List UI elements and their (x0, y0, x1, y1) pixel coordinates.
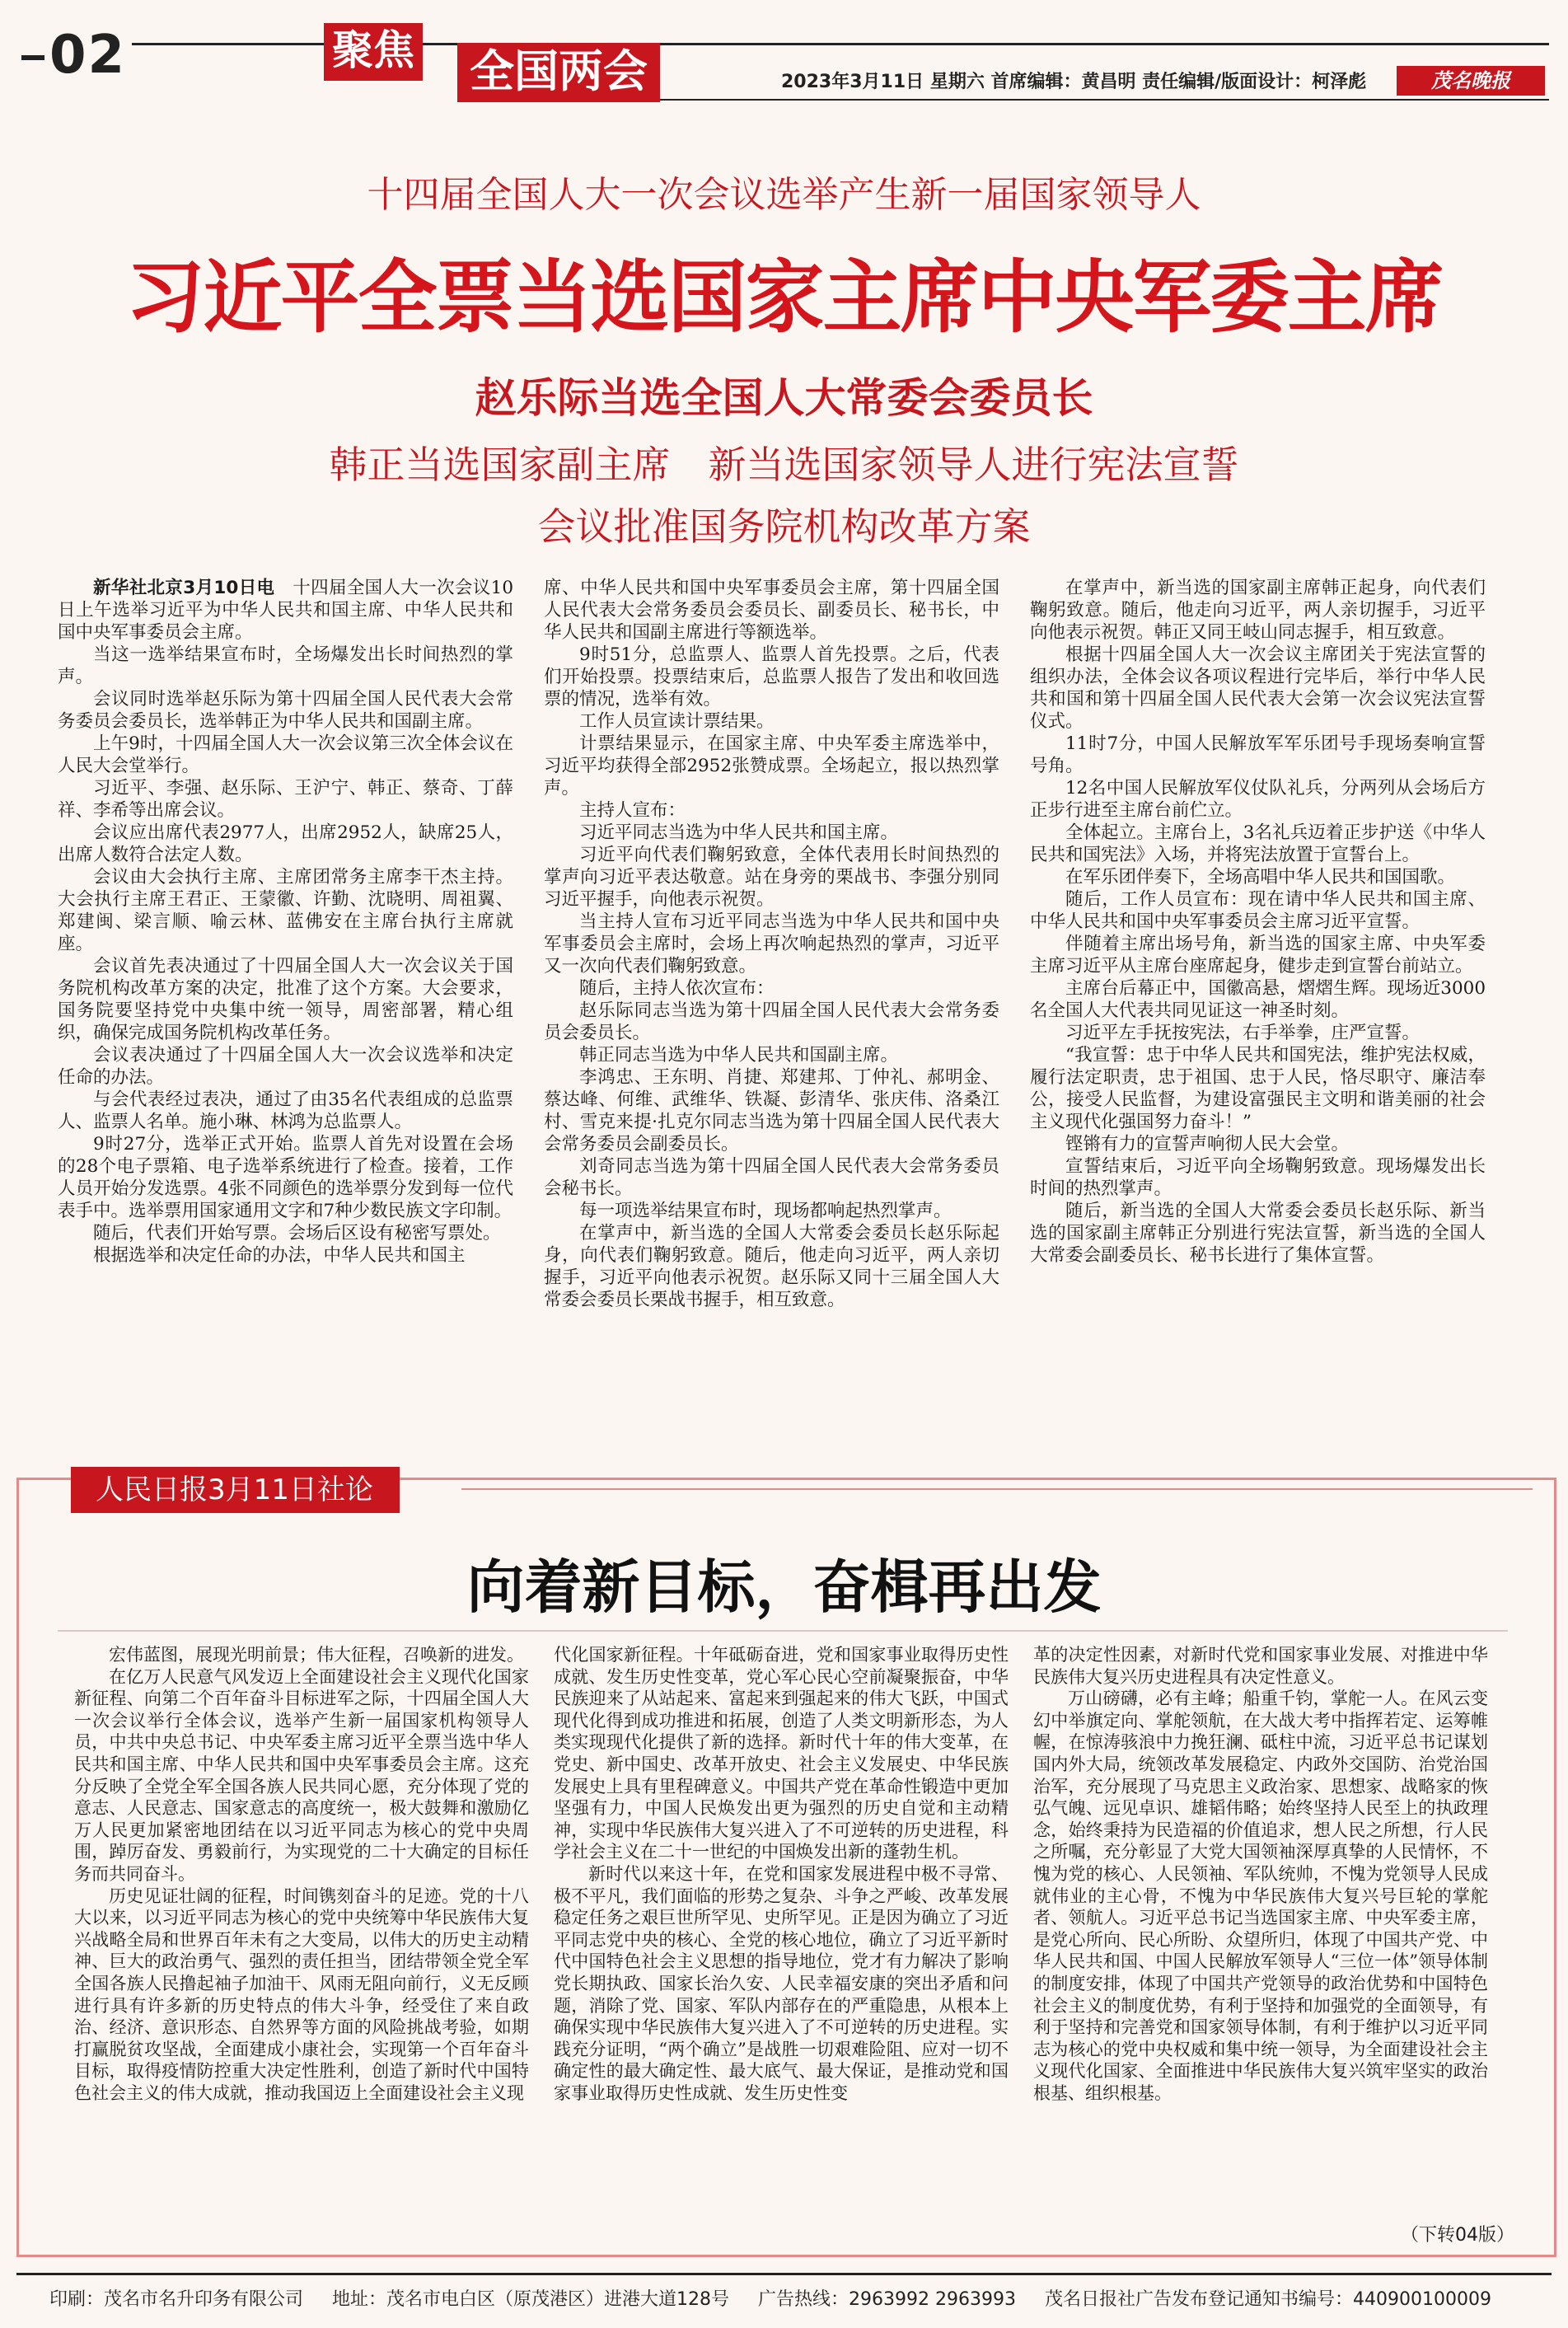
news-paragraph: 随后，主持人依次宣布： (579, 978, 775, 999)
news-paragraph: 11时7分，中国人民解放军军乐团号手现场奏响宣誓号角。 (1030, 733, 1486, 776)
news-paragraph: 12名中国人民解放军仪仗队礼兵，分两列从会场后方正步行进至主席台前伫立。 (1030, 778, 1486, 821)
news-paragraph: 每一项选举结果宣布时，现场都响起热烈掌声。 (579, 1201, 952, 1221)
news-paragraph: 会议同时选举赵乐际为第十四届全国人民代表大会常务委员会委员长，选举韩正为中华人民共和国副主席。 (58, 689, 513, 732)
headline-intro: 十四届全国人大一次会议选举产生新一届国家领导人 (367, 174, 1201, 216)
page-number (21, 25, 126, 86)
section-label: 全国两会 (457, 43, 660, 102)
news-paragraph: 伴随着主席出场号角，新当选的国家主席、中央军委主席习近平从主席台座席起身，健步走到宣誓台前站立。 (1030, 934, 1486, 977)
news-paragraph: 当主持人宣布习近平同志当选为中华人民共和国中央军事委员会主席时，会场上再次响起热烈的掌声，习近平又一次向代表们鞠躬致意。 (544, 911, 999, 977)
news-paragraph: 会议首先表决通过了十四届全国人大一次会议关于国务院机构改革方案的决定，批准了这个方案。大会要求，国务院要坚持党中央集中统一领导，周密部署，精心组织，确保完成国务院机构改革任务。 (58, 956, 513, 1043)
editorial-paragraph: 代化国家新征程。十年砥砺奋进，党和国家事业取得历史性成就、发生历史性变革，党心军心民心空前凝聚振奋，中华民族迎来了从站起来、富起来到强起来的伟大飞跃，中国式现代化得到成功推进和拓展，创造了人类文明新形态，为人类实现现代化提供了新的选择。新时代十年的伟大变革，在党史、新中国史、改革开放史、社会主义发展史、中华民族发展史上具有里程碑意义。中国共产党在革命性锻造中更加坚强有力，中国人民焕发出更为强烈的历史自觉和主动精神，实现中华民族伟大复兴进入了不可逆转的历史进程，科学社会主义在二十一世纪的中国焕发出新的蓬勃生机。 (554, 1645, 1009, 1862)
page-number-dash (21, 55, 44, 60)
editorial-paragraph: 在亿万人民意气风发迈上全面建设社会主义现代化国家新征程、向第二个百年奋斗目标进军之际，十四届全国人大一次会议举行全体会议，选举产生新一届国家机构领导人员，中共中央总书记、中央军委主席习近平全票当选中华人民共和国主席、中华人民共和国中央军事委员会主席。这充分反映了全党全军全国各族人民共同心愿，充分体现了党的意志、人民意志、国家意志的高度统一，极大鼓舞和激励亿万人民更加紧密地团结在以习近平同志为核心的党中央周围，踔厉奋发、勇毅前行，为实现党的二十大确定的目标任务而共同奋斗。 (74, 1666, 529, 1884)
news-paragraph: 根据十四届全国人大一次会议主席团关于宪法宣誓的组织办法，全体会议各项议程进行完毕后，举行中华人民共和国和第十四届全国人民代表大会第一次会议宪法宣誓仪式。 (1030, 644, 1486, 732)
news-column-3 (1030, 577, 1486, 1450)
editorial-body (74, 1644, 1508, 2237)
headline-sub-1: 赵乐际当选全国人大常委会委员长 (475, 374, 1093, 422)
news-paragraph: 在掌声中，新当选的全国人大常委会委员长赵乐际起身，向代表们鞠躬致意。随后，他走向习近平，两人亲切握手，习近平向他表示祝贺。赵乐际又同十三届全国人大常委会委员长栗战书握手，相互致意。 (544, 1223, 999, 1310)
editorial-paragraph: 革的决定性因素，对新时代党和国家事业发展、对推进中华民族伟大复兴历史进程具有决定性意义。 (1033, 1645, 1488, 1687)
news-paragraph: 随后，代表们开始写票。会场后区设有秘密写票处。 (93, 1223, 501, 1244)
news-paragraph: 上午9时，十四届全国人大一次会议第三次全体会议在人民大会堂举行。 (58, 733, 513, 776)
editorial-column-1 (74, 1644, 529, 2237)
kicker-label: 聚焦 (324, 23, 423, 81)
continued-notice: （下转04版） (1401, 2225, 1514, 2246)
editorial-column-2 (554, 1644, 1009, 2237)
news-column-2 (544, 577, 999, 1450)
editorial-paragraph: 万山磅礴，必有主峰；船重千钧，掌舵一人。在风云变幻中举旗定向、掌舵领航，在大战大考中指挥若定、运筹帷幄，在惊涛骇浪中力挽狂澜、砥柱中流，习近平总书记谋划国内外大局，统领改革发展稳定、内政外交国防、治党治国治军，充分展现了马克思主义政治家、思想家、战略家的恢弘气魄、远见卓识、雄韬伟略；始终坚持人民至上的执政理念，始终秉持为民造福的价值追求，想人民之所想，行人民之所嘱，充分彰显了大党大国领袖深厚真挚的人民情怀，不愧为党的核心、人民领袖、军队统帅，不愧为党领导人民成就伟业的主心骨，不愧为中华民族伟大复兴号巨轮的掌舵者、领航人。习近平总书记当选国家主席、中央军委主席，是党心所向、民心所盼、众望所归，体现了中国共产党、中华人民共和国、中国人民解放军领导人“三位一体”领导体制的制度安排，体现了中国共产党领导的政治优势和中国特色社会主义的制度优势，有利于坚持和加强党的全面领导，有利于坚持和完善党和国家领导体制，有利于维护以习近平同志为核心的党中央权威和集中统一领导，为全面建设社会主义现代化国家、全面推进中华民族伟大复兴筑牢坚实的政治根基、组织根基。 (1033, 1689, 1488, 2103)
news-paragraph: 在掌声中，新当选的国家副主席韩正起身，向代表们鞠躬致意。随后，他走向习近平，两人亲切握手，习近平向他表示祝贺。韩正又同王岐山同志握手，相互致意。 (1030, 578, 1486, 643)
news-column-1 (58, 577, 513, 1450)
footer-registration: 茂名日报社广告发布登记通知书编号：440900100009 (1044, 2289, 1491, 2310)
news-paragraph: 习近平同志当选为中华人民共和国主席。 (579, 822, 899, 843)
editorial-title: 向着新目标，奋楫再出发 (466, 1553, 1102, 1621)
footer-rule (16, 2273, 1552, 2275)
news-paragraph: 习近平左手抚按宪法，右手举拳，庄严宣誓。 (1065, 1023, 1421, 1043)
editorial-paragraph: 新时代以来这十年，在党和国家发展进程中极不寻常、极不平凡，我们面临的形势之复杂、斗争之严峻、改革发展稳定任务之艰巨世所罕见、史所罕见。正是因为确立了习近平同志党中央的核心、全党的核心地位，确立了习近平新时代中国特色社会主义思想的指导地位，党才有力解决了影响党长期执政、国家长治久安、人民幸福安康的突出矛盾和问题，消除了党、国家、军队内部存在的严重隐患，从根本上确保实现中华民族伟大复兴进入了不可逆转的历史进程。实践充分证明，“两个确立”是战胜一切艰难险阻、应对一切不确定性的最大确定性、最大底气、最大保证，是推动党和国家事业取得历史性成就、发生历史性变 (554, 1863, 1009, 2103)
editorial-column-3 (1033, 1644, 1488, 2237)
news-paragraph: 全体起立。主席台上，3名礼兵迈着正步护送《中华人民共和国宪法》入场，并将宪法放置于宣誓台上。 (1030, 822, 1486, 865)
news-paragraph: 席、中华人民共和国中央军事委员会主席，第十四届全国人民代表大会常务委员会委员长、副委员长、秘书长，中华人民共和国副主席进行等额选举。 (544, 578, 999, 643)
news-paragraph: 韩正同志当选为中华人民共和国副主席。 (579, 1045, 899, 1066)
news-paragraph: 铿锵有力的宣誓声响彻人民大会堂。 (1065, 1134, 1350, 1155)
news-paragraph: 与会代表经过表决，通过了由35名代表组成的总监票人、监票人名单。施小琳、林鸿为总监票人。 (58, 1089, 513, 1132)
news-paragraph: 习近平向代表们鞠躬致意，全体代表用长时间热烈的掌声向习近平表达敬意。站在身旁的栗战书、李强分别同习近平握手，向他表示祝贺。 (544, 845, 999, 910)
news-paragraph: 会议应出席代表2977人，出席2952人，缺席25人，出席人数符合法定人数。 (58, 822, 513, 865)
news-paragraph: 刘奇同志当选为第十四届全国人民代表大会常务委员会秘书长。 (544, 1156, 999, 1199)
news-paragraph: 宣誓结束后，习近平向全场鞠躬致意。现场爆发出长时间的热烈掌声。 (1030, 1156, 1486, 1199)
editorial-title-rule (58, 1630, 1508, 1632)
news-paragraph: 工作人员宣读计票结果。 (579, 711, 775, 732)
headline-sub-3: 会议批准国务院机构改革方案 (537, 504, 1031, 549)
news-paragraph: 习近平、李强、赵乐际、王沪宁、韩正、蔡奇、丁薛祥、李希等出席会议。 (58, 778, 513, 821)
news-paragraph: 主持人宣布： (579, 800, 686, 821)
page-header (0, 0, 1568, 115)
headline-main: 习近平全票当选国家主席中央军委主席 (125, 251, 1443, 344)
news-paragraph: 9时51分，总监票人、监票人首先投票。之后，代表们开始投票。投票结束后，总监票人报告了发出和收回选票的情况，选举有效。 (544, 644, 999, 710)
news-paragraph: 新华社北京3月10日电 十四届全国人大一次会议10日上午选举习近平为中华人民共和国主席、中华人民共和国中央军事委员会主席。 (58, 578, 513, 643)
footer-ad-hotline: 广告热线：2963992 2963993 (758, 2289, 1016, 2310)
news-paragraph: 当这一选举结果宣布时，全场爆发出长时间热烈的掌声。 (58, 644, 513, 687)
page-footer (49, 2285, 1533, 2311)
news-paragraph: 李鸿忠、王东明、肖捷、郑建邦、丁仲礼、郝明金、蔡达峰、何维、武维华、铁凝、彭清华、张庆伟、洛桑江村、雪克来提·扎克尔同志当选为第十四届全国人民代表大会常务委员会副委员长。 (544, 1067, 999, 1155)
page-number-text: 02 (49, 25, 127, 86)
editorial-paragraph: 历史见证壮阔的征程，时间镌刻奋斗的足迹。党的十八大以来，以习近平同志为核心的党中央统筹中华民族伟大复兴战略全局和世界百年未有之大变局，以伟大的历史主动精神、巨大的政治勇气、强烈的责任担当，团结带领全党全军全国各族人民撸起袖子加油干、风雨无阻向前行，义无反顾进行具有许多新的历史特点的伟大斗争，经受住了来自政治、经济、意识形态、自然界等方面的风险挑战考验，如期打赢脱贫攻坚战，全面建成小康社会，实现第一个百年奋斗目标，取得疫情防控重大决定性胜利，创造了新时代中国特色社会主义的伟大成就，推动我国迈上全面建设社会主义现 (74, 1885, 529, 2103)
news-paragraph: 主席台后幕正中，国徽高悬，熠熠生辉。现场近3000名全国人大代表共同见证这一神圣时刻。 (1030, 978, 1486, 1021)
news-paragraph: 在军乐团伴奏下，全场高唱中华人民共和国国歌。 (1065, 867, 1456, 888)
news-paragraph: 会议由大会执行主席、主席团常务主席李干杰主持。大会执行主席王君正、王蒙徽、许勤、沈晓明、周祖翼、郑建闽、梁言顺、喻云林、蓝佛安在主席台执行主席就座。 (58, 867, 513, 954)
news-paragraph: 赵乐际同志当选为第十四届全国人民代表大会常务委员会委员长。 (544, 1000, 999, 1043)
news-paragraph: “我宣誓：忠于中华人民共和国宪法，维护宪法权威，履行法定职责，忠于祖国、忠于人民，恪尽职守、廉洁奉公，接受人民监督，为建设富强民主文明和谐美丽的社会主义现代化强国努力奋斗！” (1030, 1045, 1486, 1132)
editorial-paragraph: 宏伟蓝图，展现光明前景；伟大征程，召唤新的进发。 (109, 1645, 524, 1665)
news-paragraph: 随后，新当选的全国人大常委会委员长赵乐际、新当选的国家副主席韩正分别进行宪法宣誓，新当选的全国人大常委会副委员长、秘书长进行了集体宣誓。 (1030, 1201, 1486, 1266)
dateline: 2023年3月11日 星期六 首席编辑：黄昌明 责任编辑/版面设计：柯泽彪 (781, 72, 1367, 92)
news-article (58, 577, 1524, 1450)
news-paragraph: 计票结果显示，在国家主席、中央军委主席选举中，习近平均获得全部2952张赞成票。全场起立，报以热烈掌声。 (544, 733, 999, 799)
footer-print: 印刷：茂名市名升印务有限公司 (49, 2289, 304, 2310)
footer-address: 地址：茂名市电白区（原茂港区）进港大道128号 (332, 2289, 730, 2310)
news-paragraph: 随后，工作人员宣布：现在请中华人民共和国主席、中华人民共和国中央军事委员会主席习近平宣誓。 (1030, 889, 1486, 932)
headline-sub-2: 韩正当选国家副主席 新当选国家领导人进行宪法宣誓 (329, 443, 1239, 487)
news-paragraph: 9时27分，选举正式开始。监票人首先对设置在会场的28个电子票箱、电子选举系统进行了检查。接着，工作人员开始分发选票。4张不同颜色的选举票分发到每一位代表手中。选举票用国家通用文字和7种少数民族文字印制。 (58, 1134, 513, 1221)
news-paragraph: 会议表决通过了十四届全国人大一次会议选举和决定任命的办法。 (58, 1045, 513, 1088)
masthead-logo: 茂名晚报 (1397, 66, 1545, 96)
news-lead: 新华社北京3月10日电 (93, 578, 275, 598)
news-paragraph: 根据选举和决定任命的办法，中华人民共和国主 (93, 1245, 466, 1266)
editorial-flag: 人民日报3月11日社论 (71, 1467, 400, 1513)
editorial-rule (461, 1488, 1533, 1490)
